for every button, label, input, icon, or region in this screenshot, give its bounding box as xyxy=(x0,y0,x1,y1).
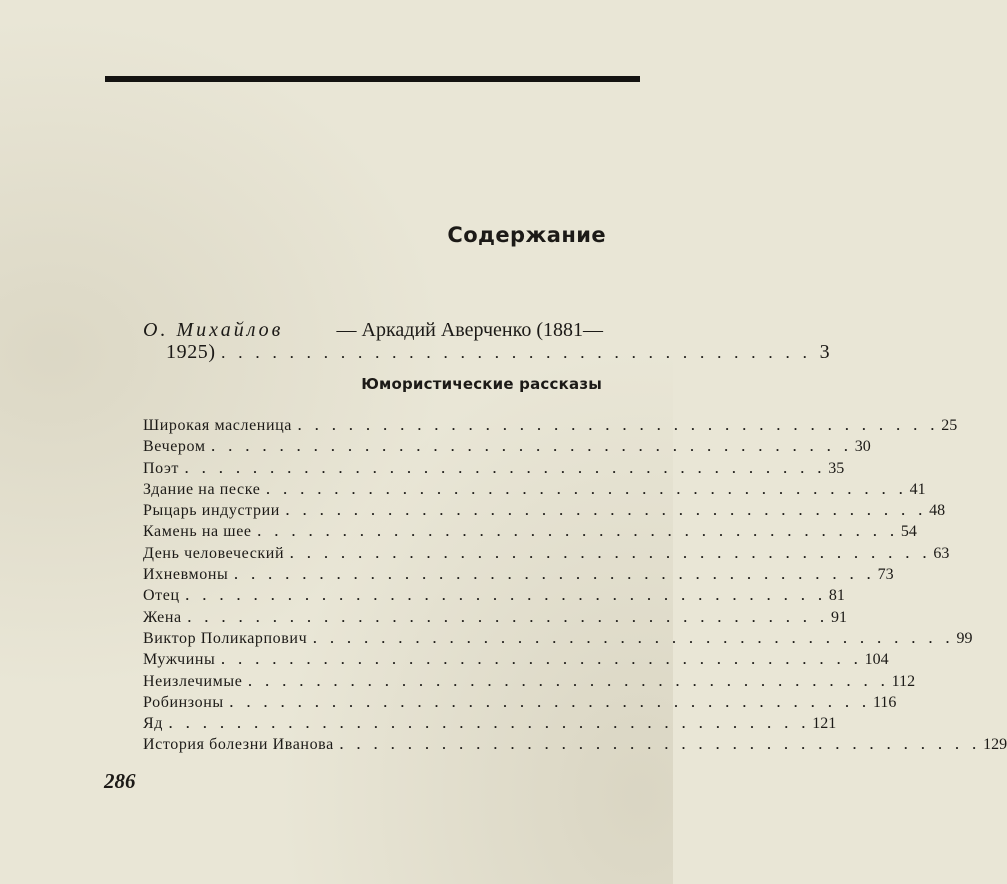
intro-page-number: 3 xyxy=(819,341,830,363)
toc-item-page: 73 xyxy=(877,566,894,584)
toc-item-title: Камень на шее xyxy=(143,523,252,541)
toc-item-page: 48 xyxy=(929,502,946,520)
intro-author: О. Михайлов xyxy=(143,319,284,341)
section-title: Юмористические рассказы xyxy=(361,375,602,393)
dot-leader: . . . . . . . . . . . . . . . . . . . . . . . . . . . . . . . . . . . xyxy=(221,346,812,361)
dot-leader: . . . . . . . . . . . . . . . . . . . . . . . . . . . . . . . . . . . . . . xyxy=(187,609,829,625)
toc-item[interactable] xyxy=(143,521,917,542)
toc-item-page: 41 xyxy=(909,480,926,498)
dot-leader: . . . . . . . . . . . . . . . . . . . . . . . . . . . . . . . . . . . . . . xyxy=(169,716,811,732)
dot-leader: . . . . . . . . . . . . . . . . . . . . . . . . . . . . . . . . . . . . . . xyxy=(248,673,890,689)
toc-item-page: 104 xyxy=(864,651,889,669)
dot-leader: . . . . . . . . . . . . . . . . . . . . . . . . . . . . . . . . . . . . . . xyxy=(221,652,863,668)
dot-leader: . . . . . . . . . . . . . . . . . . . . . . . . . . . . . . . . . . . . . . xyxy=(285,503,928,519)
dot-leader: . . . . . . . . . . . . . . . . . . . . . . . . . . . . . . . . . . . . . . xyxy=(266,481,908,497)
toc-item-title: Неизлечимые xyxy=(143,672,243,690)
top-rule xyxy=(105,76,640,82)
dot-leader: . . . . . . . . . . . . . . . . . . . . . . . . . . . . . . . . . . . . . . xyxy=(234,567,876,583)
toc-list xyxy=(143,415,1007,756)
toc-item[interactable] xyxy=(143,713,837,734)
toc-item[interactable] xyxy=(143,543,950,564)
toc-item-title: История болезни Иванова xyxy=(143,736,334,754)
toc-item-title: Вечером xyxy=(143,438,206,456)
toc-item-title: Рыцарь индустрии xyxy=(143,502,280,520)
dot-leader: . . . . . . . . . . . . . . . . . . . . . . . . . . . . . . . . . . . . . . xyxy=(290,545,932,561)
toc-item-title: Мужчины xyxy=(143,651,216,669)
dot-leader: . . . . . . . . . . . . . . . . . . . . . . . . . . . . . . . . . . . . . . xyxy=(211,439,853,455)
toc-item[interactable] xyxy=(143,671,916,692)
toc-item-title: Робинзоны xyxy=(143,693,224,711)
toc-item-page: 129 xyxy=(983,736,1007,754)
dot-leader: . . . . . . . . . . . . . . . . . . . . . . . . . . . . . . . . . . . . . . xyxy=(339,737,982,753)
toc-item-page: 116 xyxy=(872,693,897,711)
dot-leader: . . . . . . . . . . . . . . . . . . . . . . . . . . . . . . . . . . . . . . xyxy=(185,460,827,476)
intro-text: — Аркадий Аверченко (1881— xyxy=(336,319,603,341)
toc-item-title: Ихневмоны xyxy=(143,566,229,584)
toc-item-page: 35 xyxy=(828,459,845,477)
toc-item[interactable] xyxy=(143,607,847,628)
toc-item[interactable] xyxy=(143,564,894,585)
toc-item-title: Виктор Поликарпович xyxy=(143,629,308,647)
intro-continuation: 1925) xyxy=(166,341,216,363)
dot-leader: . . . . . . . . . . . . . . . . . . . . . . . . . . . . . . . . . . . . . . xyxy=(257,524,899,540)
toc-item-page: 63 xyxy=(933,544,950,562)
dot-leader: . . . . . . . . . . . . . . . . . . . . . . . . . . . . . . . . . . . . . . xyxy=(229,694,871,710)
toc-item[interactable] xyxy=(143,458,845,479)
intro-entry xyxy=(143,319,603,342)
toc-item-page: 112 xyxy=(891,672,916,690)
toc-item-page: 81 xyxy=(828,587,845,605)
toc-item-page: 30 xyxy=(854,438,871,456)
toc-item[interactable] xyxy=(143,649,889,670)
toc-item[interactable] xyxy=(143,500,946,521)
toc-item-title: День человеческий xyxy=(143,544,285,562)
toc-item-title: Широкая масленица xyxy=(143,417,292,434)
toc-item-title: Отец xyxy=(143,587,180,605)
dot-leader: . . . . . . . . . . . . . . . . . . . . . . . . . . . . . . . . . . . . . . xyxy=(313,630,955,646)
toc-item[interactable] xyxy=(143,692,897,713)
toc-item[interactable] xyxy=(143,436,871,457)
toc-item-page: 99 xyxy=(956,629,973,647)
page-number: 286 xyxy=(104,769,136,793)
page-title: Содержание xyxy=(447,223,606,247)
toc-item-title: Здание на песке xyxy=(143,480,261,498)
toc-item-title: Поэт xyxy=(143,459,180,477)
dot-leader: . . . . . . . . . . . . . . . . . . . . . . . . . . . . . . . . . . . . . . xyxy=(298,418,940,433)
toc-item-page: 54 xyxy=(900,523,917,541)
toc-item-page: 25 xyxy=(941,417,958,434)
toc-item[interactable] xyxy=(143,734,1007,755)
toc-item[interactable] xyxy=(143,479,926,500)
toc-item-page: 121 xyxy=(812,715,837,733)
toc-item-title: Яд xyxy=(143,715,164,733)
dot-leader: . . . . . . . . . . . . . . . . . . . . . . . . . . . . . . . . . . . . . . xyxy=(185,588,827,604)
toc-item[interactable] xyxy=(143,628,973,649)
toc-item[interactable] xyxy=(143,585,845,606)
toc-item-title: Жена xyxy=(143,608,182,626)
toc-item[interactable] xyxy=(143,415,958,436)
toc-item-page: 91 xyxy=(830,608,847,626)
intro-entry-continuation xyxy=(166,341,830,364)
